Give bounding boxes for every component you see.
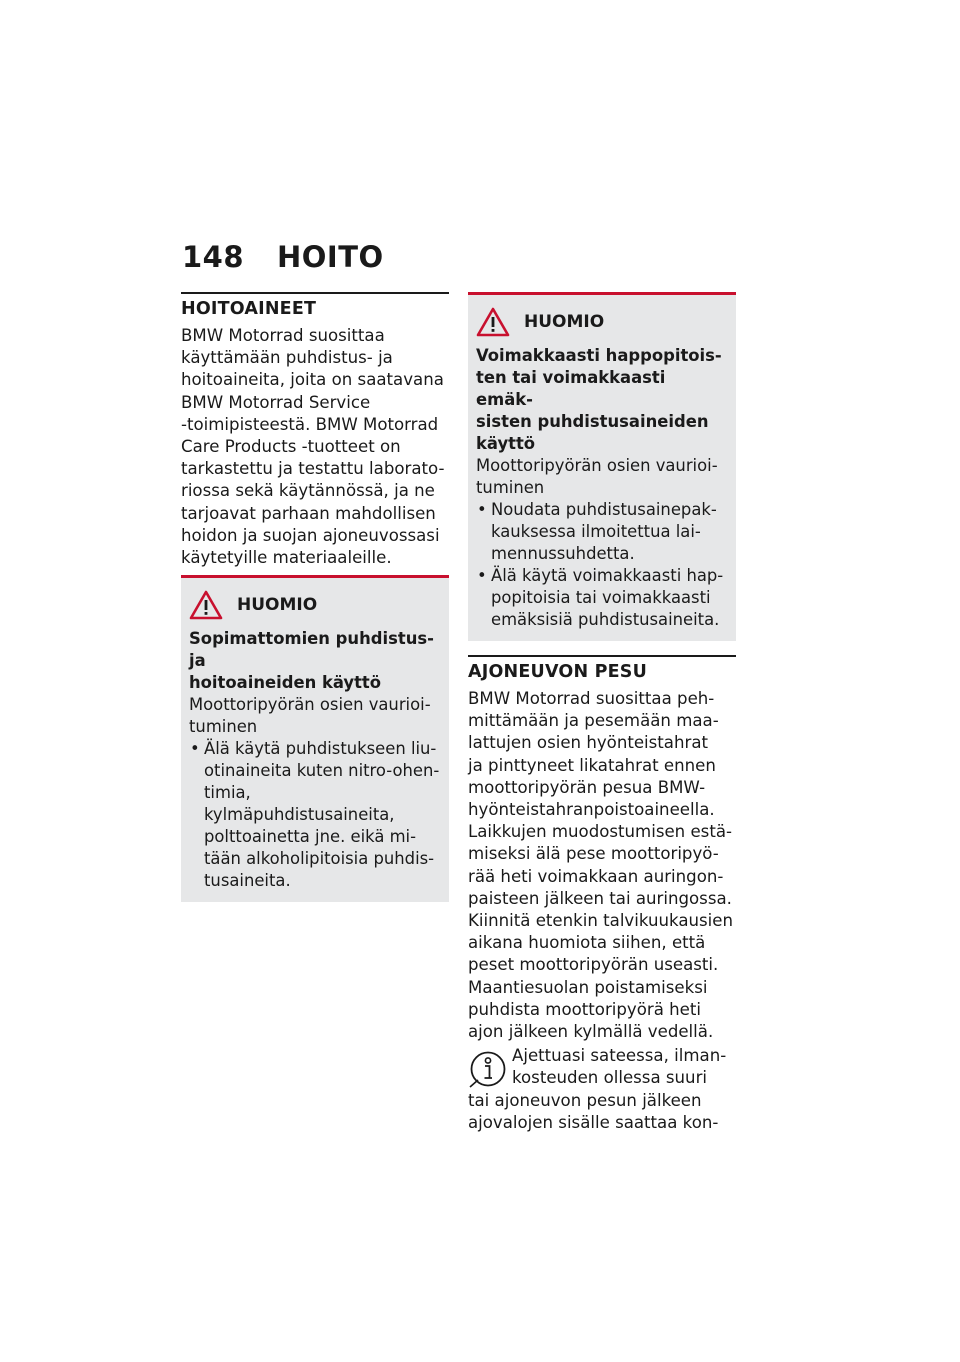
- notice-box-right: [468, 295, 736, 641]
- text-line: sisten puhdistusaineiden: [476, 412, 709, 431]
- chapter-title: HOITO: [277, 240, 384, 274]
- text-line: emäksisiä puhdistusaineita.: [491, 610, 720, 629]
- ajoneuvon-pesu-paragraph: [468, 688, 736, 1043]
- text-line: mennussuhdetta.: [491, 544, 635, 563]
- text-line: tai ajoneuvon pesun jälkeen: [468, 1090, 702, 1110]
- text-line: otinaineita kuten nitro-ohen-: [204, 761, 440, 781]
- notice-consequence: [189, 694, 441, 738]
- text-line: tarjoavat parhaan mahdollisen: [181, 503, 436, 523]
- text-line: popitoisia tai voimakkaasti: [491, 588, 711, 607]
- text-line: ten tai voimakkaasti emäk-: [476, 368, 666, 409]
- text-line: ja pinttyneet likatahrat ennen: [468, 755, 716, 775]
- info-note: [468, 1045, 736, 1089]
- page-header: [182, 240, 384, 274]
- text-line: hyönteistahranpoistoaineella.: [468, 800, 715, 820]
- text-line: Maantiesuolan poistamiseksi: [468, 977, 708, 997]
- text-line: kauksessa ilmoitettua lai-: [491, 522, 701, 541]
- text-line: kosteuden ollessa suuri: [512, 1068, 708, 1088]
- text-line: Laikkujen muodostumisen estä-: [468, 822, 732, 842]
- text-line: riossa sekä käytännössä, ja ne: [181, 481, 435, 501]
- text-line: tusaineita.: [204, 871, 291, 891]
- text-line: hoitoaineiden käyttö: [189, 673, 382, 693]
- text-line: Voimakkaasti happopitois-: [476, 346, 722, 365]
- text-line: hoitoaineita, joita on saatavana: [181, 370, 444, 390]
- bullet-item: [189, 738, 441, 892]
- info-indented-text: [512, 1045, 726, 1089]
- notice-heading: [476, 345, 728, 455]
- text-line: lattujen osien hyönteistahrat: [468, 733, 708, 753]
- info-icon: [468, 1049, 508, 1089]
- warning-triangle-icon: [476, 307, 510, 337]
- text-line: Care Products -tuotteet on: [181, 437, 401, 457]
- text-line: Sopimattomien puhdistus- ja: [189, 629, 434, 671]
- text-line: tuminen: [476, 478, 545, 497]
- notice-header: [189, 590, 441, 620]
- text-line: BMW Motorrad suosittaa: [181, 326, 385, 345]
- text-line: paisteen jälkeen tai auringossa.: [468, 888, 732, 908]
- text-line: timia, kylmäpuhdistusaineita,: [204, 783, 395, 825]
- text-line: • Älä käytä voimakkaasti hap-: [491, 566, 724, 585]
- text-line: puhdista moottoripyörä heti: [468, 999, 701, 1019]
- text-line: peset moottoripyörän useasti.: [468, 955, 719, 975]
- text-line: rää heti voimakkaan auringon-: [468, 866, 724, 886]
- text-line: Moottoripyörän osien vaurioi-: [189, 695, 431, 715]
- text-line: Ajettuasi sateessa, ilman-: [512, 1046, 727, 1066]
- text-line: • Noudata puhdistusainepak-: [491, 500, 717, 519]
- notice-label: HUOMIO: [524, 312, 605, 332]
- notice-header: [476, 307, 728, 337]
- text-line: käytetyille materiaaleille.: [181, 548, 392, 568]
- text-line: tuminen: [189, 717, 258, 737]
- text-line: hoidon ja suojan ajoneuvossasi: [181, 525, 440, 545]
- text-line: tarkastettu ja testattu laborato-: [181, 459, 445, 479]
- text-line: aikana huomiota siihen, että: [468, 933, 706, 953]
- text-line: moottoripyörän pesua BMW-: [468, 777, 706, 797]
- section-title-ajoneuvon-pesu: AJONEUVON PESU: [468, 662, 647, 682]
- text-line: -toimipisteestä. BMW Motorrad: [181, 414, 439, 434]
- warning-triangle-icon: [189, 590, 223, 620]
- right-column: [468, 292, 736, 1134]
- text-line: BMW Motorrad Service: [181, 392, 371, 412]
- text-line: käyttö: [476, 434, 536, 453]
- text-line: polttoainetta jne. eikä mi-: [204, 827, 417, 847]
- info-continued-text: [468, 1090, 736, 1134]
- bullet-item: [476, 565, 728, 631]
- notice-consequence: [476, 455, 728, 499]
- section-rule: [468, 655, 736, 657]
- text-line: mittämään ja pesemään maa-: [468, 711, 719, 731]
- text-line: ajovalojen sisälle saattaa kon-: [468, 1112, 719, 1132]
- text-line: miseksi älä pese moottoripyö-: [468, 844, 719, 864]
- notice-bullets: [476, 499, 728, 631]
- text-line: ajon jälkeen kylmällä vedellä.: [468, 1022, 714, 1042]
- text-line: tään alkoholipitoisia puhdis-: [204, 849, 435, 869]
- hoitoaineet-paragraph: [181, 325, 449, 569]
- page-number: 148: [182, 240, 245, 274]
- section-rule: [181, 292, 449, 294]
- left-column: [181, 292, 449, 902]
- text-line: BMW Motorrad suosittaa peh-: [468, 689, 715, 708]
- bullet-item: [476, 499, 728, 565]
- notice-label: HUOMIO: [237, 595, 318, 616]
- text-line: Kiinnitä etenkin talvikuukausien: [468, 911, 733, 931]
- text-line: • Älä käytä puhdistukseen liu-: [204, 739, 437, 759]
- notice-bullets: [189, 738, 441, 892]
- notice-box-left: [181, 578, 449, 902]
- text-line: Moottoripyörän osien vaurioi-: [476, 456, 718, 475]
- notice-heading: [189, 628, 441, 694]
- section-title-hoitoaineet: HOITOAINEET: [181, 299, 317, 319]
- text-line: käyttämään puhdistus- ja: [181, 348, 393, 368]
